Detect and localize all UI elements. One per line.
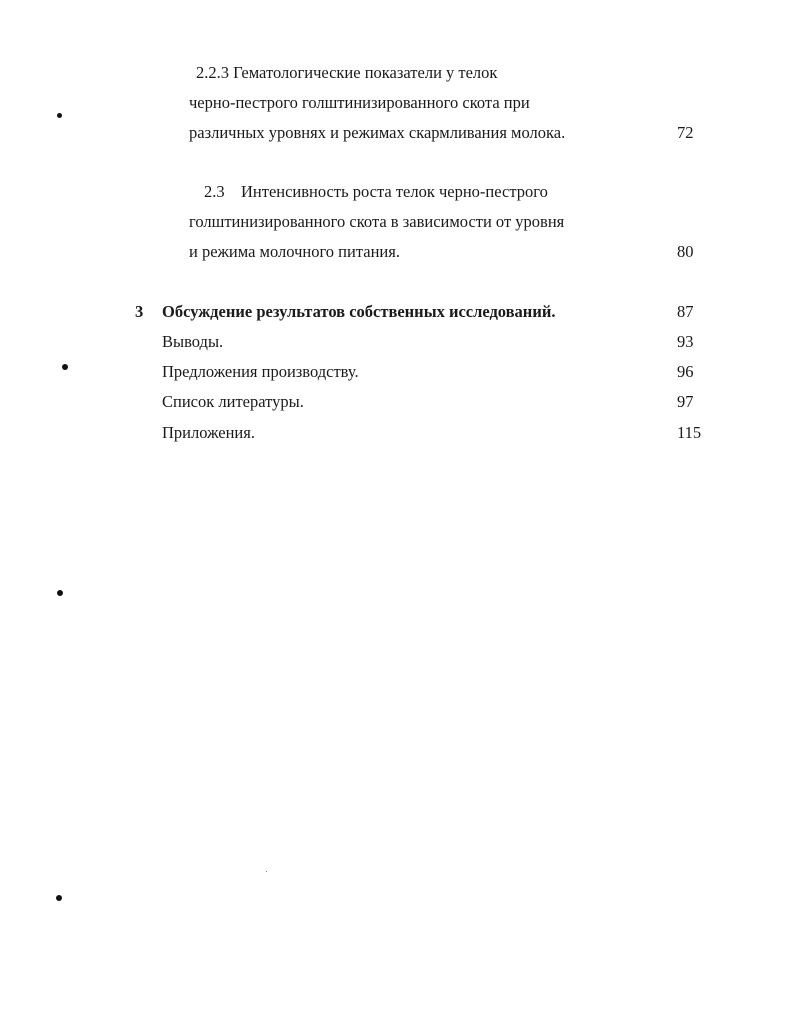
scan-dot: [57, 113, 62, 118]
toc-entry-3-title: Обсуждение результатов собственных исследований.: [162, 302, 556, 321]
toc-entry-2-3-number: 2.3: [204, 182, 225, 201]
scan-dot: [62, 364, 68, 370]
toc-proposals-title: Предложения производству.: [162, 362, 359, 381]
toc-entry-2-2-3-line2: черно-пестрого голштинизированного скота при: [189, 93, 530, 112]
toc-entry-2-3-page: 80: [677, 242, 694, 261]
toc-entry-2-2-3-line1: 2.2.3 Гематологические показатели у телок: [196, 63, 498, 82]
toc-conclusions-page: 93: [677, 332, 694, 351]
toc-entry-2-3-line1: Интенсивность роста телок черно-пестрого: [241, 182, 548, 201]
scan-dot: [56, 895, 62, 901]
toc-references-title: Список литературы.: [162, 392, 304, 411]
toc-entry-2-3-line3: и режима молочного питания.: [189, 242, 400, 261]
toc-entry-3-page: 87: [677, 302, 694, 321]
toc-entry-2-3-line2: голштинизированного скота в зависимости от уровня: [189, 212, 565, 231]
toc-appendices-page: 115: [677, 423, 702, 442]
toc-references-page: 97: [677, 392, 694, 411]
toc-entry-3-number: 3: [135, 302, 144, 321]
toc-entry-2-2-3-page: 72: [677, 123, 694, 142]
scan-dot: [57, 590, 63, 596]
toc-proposals-page: 96: [677, 362, 694, 381]
scan-speck: [266, 871, 267, 872]
toc-appendices-title: Приложения.: [162, 423, 255, 442]
toc-conclusions-title: Выводы.: [162, 332, 224, 351]
toc-entry-2-2-3-line3: различных уровнях и режимах скармливания молока.: [189, 123, 566, 142]
